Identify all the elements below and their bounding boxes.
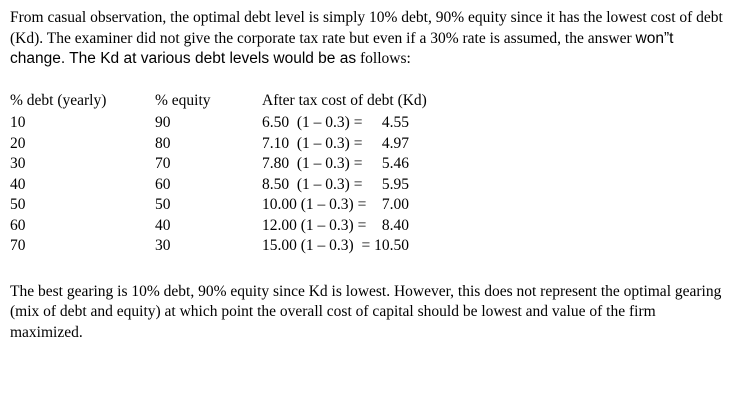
cell-after-tax-cost: 7.10 (1 – 0.3) = 4.97 xyxy=(262,134,409,152)
table-row xyxy=(10,134,562,155)
cell-debt: 60 xyxy=(10,216,26,234)
cell-equity: 70 xyxy=(155,155,171,172)
cell-equity: 60 xyxy=(155,175,171,193)
cell-after-tax-cost: 6.50 (1 – 0.3) = 4.55 xyxy=(262,114,409,131)
cell-debt: 40 xyxy=(10,175,26,193)
cell-after-tax-cost: 10.00 (1 – 0.3) = 7.00 xyxy=(262,196,409,213)
table-row xyxy=(10,195,562,216)
column-header-equity: % equity xyxy=(155,91,211,109)
table-row xyxy=(10,236,562,257)
cell-after-tax-cost: 7.80 (1 – 0.3) = 5.46 xyxy=(262,155,409,172)
intro-text-part3: follows: xyxy=(356,50,411,67)
closing-paragraph: The best gearing is 10% debt, 90% equity since Kd is lowest. However, this does not represent the optimal gearing (mix of debt and equity) at which point the overall cost of capital should be lowest and value of the firm maximized. xyxy=(10,282,722,341)
intro-text-part1: From casual observation, the optimal debt level is simply 10% debt, 90% equity since it has the lowest cost of debt (Kd). The examiner did not give the corporate tax rate but even if a 30% rate is assumed, the answer xyxy=(10,9,723,47)
intro-paragraph xyxy=(10,8,728,70)
table-row xyxy=(10,175,562,196)
column-header-after-tax-cost: After tax cost of debt (Kd) xyxy=(262,91,427,109)
debt-cost-table xyxy=(10,91,562,257)
cell-debt: 10 xyxy=(10,114,26,131)
cell-debt: 70 xyxy=(10,237,26,254)
cell-debt: 50 xyxy=(10,196,26,213)
table-row xyxy=(10,113,562,134)
intro-text-part2: won”t change. The Kd at various debt levels would be as xyxy=(10,29,674,67)
table-row xyxy=(10,154,562,175)
column-header-debt: % debt (yearly) xyxy=(10,91,107,109)
cell-debt: 30 xyxy=(10,155,26,172)
cell-equity: 50 xyxy=(155,196,171,213)
cell-debt: 20 xyxy=(10,134,26,152)
cell-equity: 80 xyxy=(155,134,171,152)
cell-equity: 40 xyxy=(155,216,171,234)
table-row xyxy=(10,216,562,237)
cell-equity: 90 xyxy=(155,114,171,131)
cell-after-tax-cost: 12.00 (1 – 0.3) = 8.40 xyxy=(262,216,409,234)
table-header-row xyxy=(10,91,562,114)
cell-after-tax-cost: 15.00 (1 – 0.3) = 10.50 xyxy=(262,237,409,254)
cell-after-tax-cost: 8.50 (1 – 0.3) = 5.95 xyxy=(262,175,409,193)
cell-equity: 30 xyxy=(155,237,171,254)
